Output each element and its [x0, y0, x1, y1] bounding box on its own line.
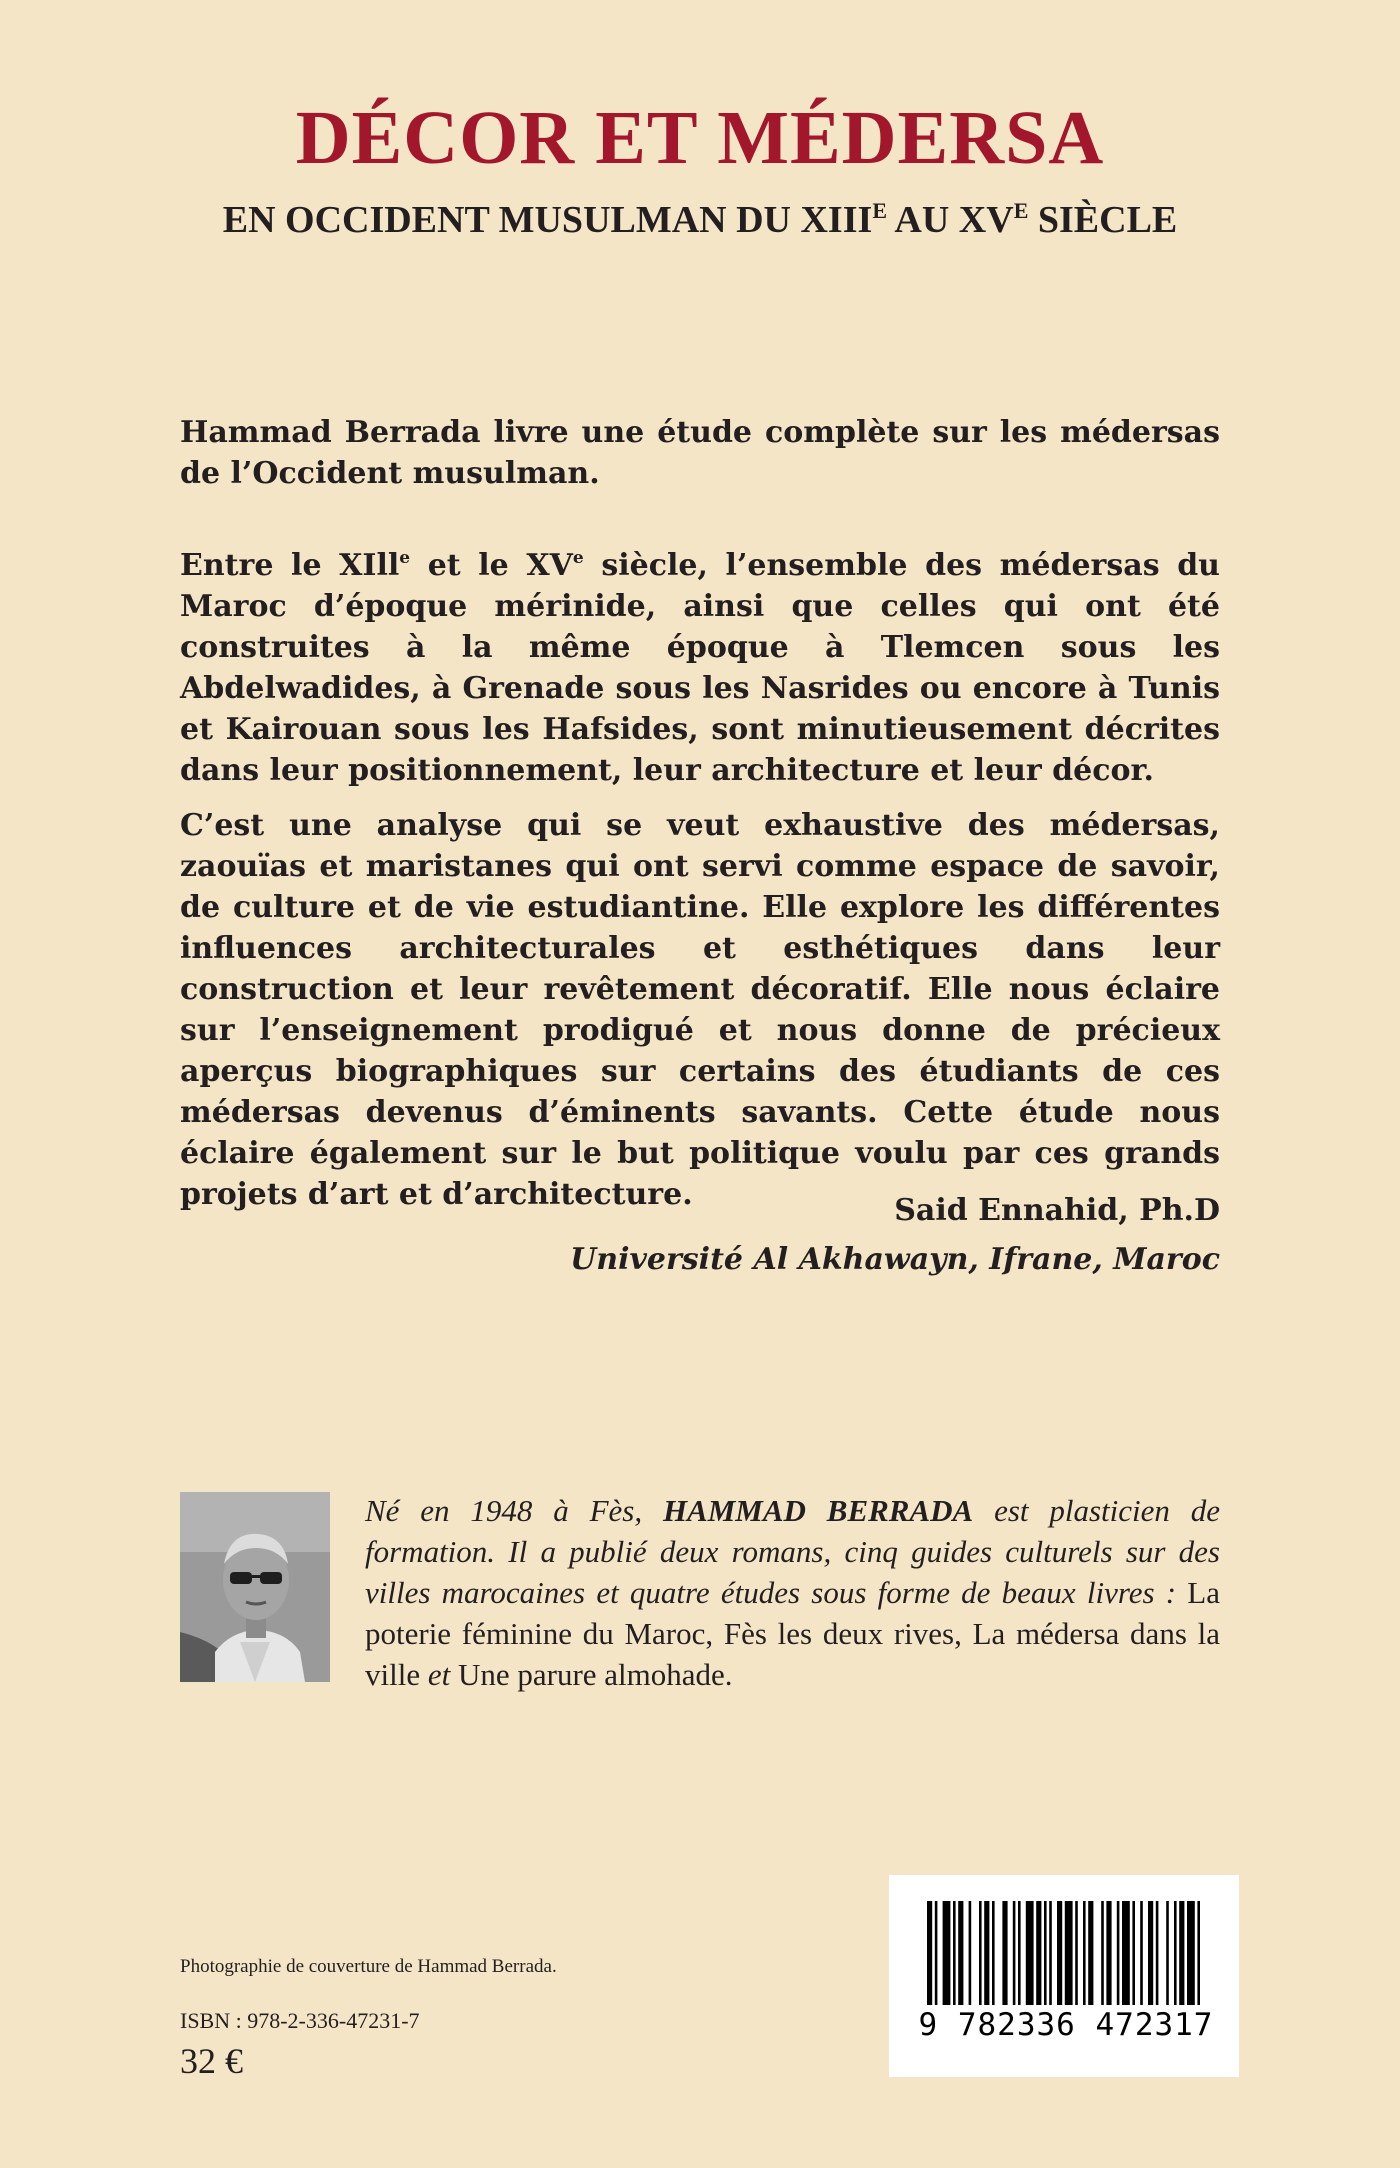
book-title: DÉCOR ET MÉDERSA — [295, 96, 1105, 180]
price: 32 € — [180, 2041, 243, 2081]
signature-affiliation: Université Al Akhawayn, Ifrane, Maroc — [570, 1242, 1220, 1277]
barcode-bars — [889, 1875, 1239, 2077]
barcode — [889, 1875, 1239, 2077]
barcode-number: 9 782336 472317 — [918, 2007, 1214, 2043]
isbn: ISBN : 978-2-336-47231-7 — [180, 2008, 420, 2033]
author-photo — [180, 1492, 330, 1682]
photo-credit: Photographie de couverture de Hammad Berrada. — [180, 1956, 557, 1977]
summary-paragraph-3: C’est une analyse qui se veut exhaustive des médersas, zaouïas et maristanes qui ont servi comme espace de savoir, de culture et de vie estudiantine. Elle explore les différentes influences architecturales et esthétiques dans leur construction et leur revêtement décoratif. Elle nous éclaire sur l’enseignement prodigué et nous donne de précieux aperçus biographiques sur certains des étudiants de ces médersas devenus d’éminents savants. Cette étude nous éclaire également sur le but politique voulu par ces grands projets d’art et d’architecture. — [180, 808, 1220, 1212]
summary-paragraph-2: Entre le XIll$^e$ et le XVe siècle, l’ensemble des médersas du Maroc d’époque mérinide, ainsi que celles qui ont été construites à la même époque à Tlemcen sous les Abdelwadides, à Grenade sous les Nasrides ou encore à Tunis et Kairouan sous les Hafsides, sont minutieusement décrites dans leur positionnement, leur architecture et leur décor. — [180, 548, 1220, 788]
book-subtitle: EN OCCIDENT MUSULMAN DU $XIII^E$ AU $XV^E$ SIÈCLE — [222, 198, 1178, 241]
summary-paragraph-1: Hammad Berrada livre une étude complète sur les médersas de l’Occident musulman. — [180, 415, 1220, 491]
author-bio: Né en 1948 à Fès, HAMMAD BERRADA est plasticien de formation. Il a publié deux romans, cinq guides culturels sur des villes marocaines et quatre études sous forme de beaux livres : La poterie féminine du Maroc, Fès les deux rives, La médersa dans la ville et Une parure almohade. — [365, 1493, 1220, 1692]
signature-name: Said Ennahid, Ph.D — [894, 1193, 1220, 1228]
